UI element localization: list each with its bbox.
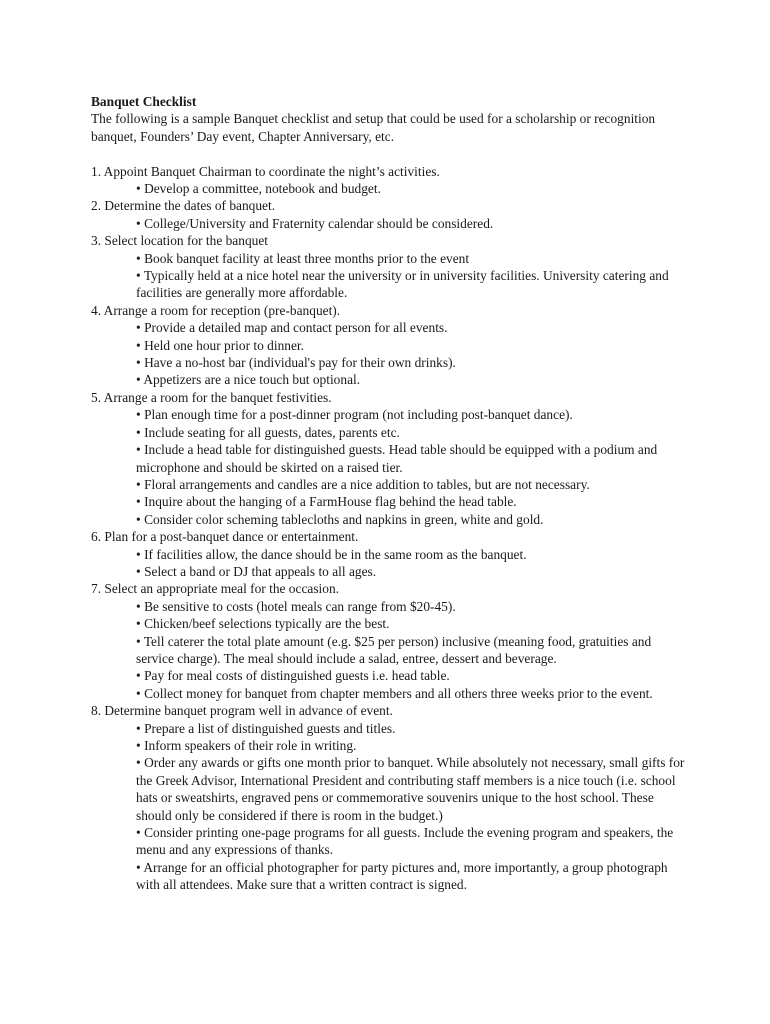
bullet-text: Floral arrangements and candles are a nice addition to tables, but are not necessary. — [144, 476, 590, 492]
checklist-section — [91, 232, 691, 302]
bullet-text: Plan enough time for a post-dinner program (not including post-banquet dance). — [144, 407, 573, 423]
bullet-text: Book banquet facility at least three months prior to the event — [144, 250, 470, 266]
document-page — [91, 93, 691, 894]
bullet-item — [136, 441, 691, 476]
bullet-text: Consider printing one-page programs for all guests. Include the evening program and speakers, the menu and any expressions of thanks. — [136, 825, 674, 858]
bullet-item — [136, 180, 691, 197]
bullet-item — [136, 337, 691, 354]
bullet-item — [136, 354, 691, 371]
checklist-section — [91, 528, 691, 580]
bullet-dot-icon: • — [136, 825, 141, 841]
bullet-dot-icon: • — [136, 407, 141, 423]
bullet-text: Include seating for all guests, dates, parents etc. — [144, 424, 400, 440]
bullet-list — [91, 180, 691, 197]
bullet-dot-icon: • — [136, 476, 141, 492]
bullet-dot-icon: • — [136, 859, 141, 875]
bullet-text: Have a no-host bar (individual's pay for their own drinks). — [144, 355, 456, 371]
bullet-text: Typically held at a nice hotel near the university or in university facilities. University catering and facilities are generally more affordable. — [136, 268, 669, 301]
bullet-dot-icon: • — [136, 511, 141, 527]
bullet-dot-icon: • — [136, 268, 141, 284]
bullet-item — [136, 215, 691, 232]
bullet-item — [136, 476, 691, 493]
bullet-item — [136, 493, 691, 510]
bullet-text: Provide a detailed map and contact person for all events. — [144, 320, 448, 336]
bullet-item — [136, 685, 691, 702]
bullet-list — [91, 720, 691, 894]
bullet-dot-icon: • — [136, 424, 141, 440]
bullet-dot-icon: • — [136, 616, 141, 632]
bullet-list — [91, 598, 691, 702]
bullet-item — [136, 319, 691, 336]
bullet-item — [136, 598, 691, 615]
bullet-dot-icon: • — [136, 685, 141, 701]
bullet-item — [136, 720, 691, 737]
bullet-dot-icon: • — [136, 442, 141, 458]
bullet-item — [136, 371, 691, 388]
bullet-dot-icon: • — [136, 563, 141, 579]
bullet-list — [91, 546, 691, 581]
bullet-text: Held one hour prior to dinner. — [144, 337, 304, 353]
bullet-text: Inquire about the hanging of a FarmHouse flag behind the head table. — [144, 494, 517, 510]
bullet-item — [136, 250, 691, 267]
bullet-dot-icon: • — [136, 250, 141, 266]
bullet-dot-icon: • — [136, 720, 141, 736]
bullet-text: Order any awards or gifts one month prior to banquet. While absolutely not necessary, small gifts for the Greek Advisor, International President and contributing staff members is a nice touch (i.e. school hats or sweatshirts, engraved pens or commemorative souvenirs unique to the host school. These should only be considered if there is room in the budget.) — [136, 755, 685, 823]
bullet-item — [136, 824, 691, 859]
bullet-item — [136, 737, 691, 754]
section-heading: 8. Determine banquet program well in advance of event. — [91, 703, 393, 719]
document-intro: The following is a sample Banquet checklist and setup that could be used for a scholarship or recognition banquet, Founders’ Day event, Chapter Anniversary, etc. — [91, 111, 656, 144]
bullet-text: Prepare a list of distinguished guests and titles. — [144, 720, 396, 736]
bullet-item — [136, 267, 691, 302]
bullet-text: College/University and Fraternity calendar should be considered. — [144, 215, 494, 231]
bullet-text: Inform speakers of their role in writing. — [144, 738, 357, 754]
checklist-section — [91, 702, 691, 893]
bullet-text: If facilities allow, the dance should be in the same room as the banquet. — [144, 546, 527, 562]
bullet-dot-icon: • — [136, 181, 141, 197]
bullet-list — [91, 406, 691, 528]
bullet-text: Include a head table for distinguished guests. Head table should be equipped with a podium and microphone and should be skirted on a raised tier. — [136, 442, 658, 475]
section-heading: 1. Appoint Banquet Chairman to coordinate the night’s activities. — [91, 163, 440, 179]
bullet-dot-icon: • — [136, 372, 141, 388]
bullet-item — [136, 511, 691, 528]
bullet-dot-icon: • — [136, 215, 141, 231]
section-heading: 6. Plan for a post-banquet dance or entertainment. — [91, 529, 359, 545]
bullet-text: Be sensitive to costs (hotel meals can range from $20-45). — [144, 598, 456, 614]
bullet-text: Develop a committee, notebook and budget. — [144, 181, 381, 197]
document-title: Banquet Checklist — [91, 94, 197, 109]
bullet-list — [91, 250, 691, 302]
bullet-item — [136, 754, 691, 824]
bullet-text: Tell caterer the total plate amount (e.g. $25 per person) inclusive (meaning food, gratuities and service charge). The meal should include a salad, entree, dessert and beverage. — [136, 633, 652, 666]
section-heading: 2. Determine the dates of banquet. — [91, 198, 276, 214]
section-heading: 5. Arrange a room for the banquet festivities. — [91, 389, 332, 405]
bullet-item — [136, 406, 691, 423]
bullet-dot-icon: • — [136, 546, 141, 562]
bullet-item — [136, 546, 691, 563]
checklist-section — [91, 389, 691, 528]
checklist-section — [91, 580, 691, 702]
bullet-dot-icon: • — [136, 633, 141, 649]
bullet-item — [136, 424, 691, 441]
bullet-dot-icon: • — [136, 337, 141, 353]
section-heading: 4. Arrange a room for reception (pre-banquet). — [91, 302, 341, 318]
checklist-section — [91, 302, 691, 389]
bullet-item — [136, 633, 691, 668]
bullet-dot-icon: • — [136, 668, 141, 684]
bullet-text: Pay for meal costs of distinguished guests i.e. head table. — [144, 668, 450, 684]
checklist — [91, 163, 691, 894]
checklist-section — [91, 163, 691, 198]
bullet-text: Appetizers are a nice touch but optional. — [143, 372, 361, 388]
bullet-item — [136, 667, 691, 684]
bullet-dot-icon: • — [136, 755, 141, 771]
section-heading: 7. Select an appropriate meal for the occasion. — [91, 581, 339, 597]
bullet-text: Chicken/beef selections typically are the best. — [144, 616, 390, 632]
checklist-section — [91, 197, 691, 232]
bullet-item — [136, 615, 691, 632]
bullet-item — [136, 859, 691, 894]
bullet-dot-icon: • — [136, 320, 141, 336]
bullet-text: Arrange for an official photographer for party pictures and, more importantly, a group photograph with all attendees. Make sure that a written contract is signed. — [136, 859, 668, 893]
bullet-dot-icon: • — [136, 738, 141, 754]
bullet-dot-icon: • — [136, 494, 141, 510]
bullet-dot-icon: • — [136, 355, 141, 371]
bullet-text: Collect money for banquet from chapter members and all others three weeks prior to the event. — [144, 685, 653, 701]
bullet-list — [91, 215, 691, 232]
bullet-text: Consider color scheming tablecloths and napkins in green, white and gold. — [144, 511, 544, 527]
section-heading: 3. Select location for the banquet — [91, 233, 268, 249]
bullet-text: Select a band or DJ that appeals to all ages. — [144, 563, 377, 579]
bullet-list — [91, 319, 691, 389]
bullet-item — [136, 563, 691, 580]
bullet-dot-icon: • — [136, 598, 141, 614]
